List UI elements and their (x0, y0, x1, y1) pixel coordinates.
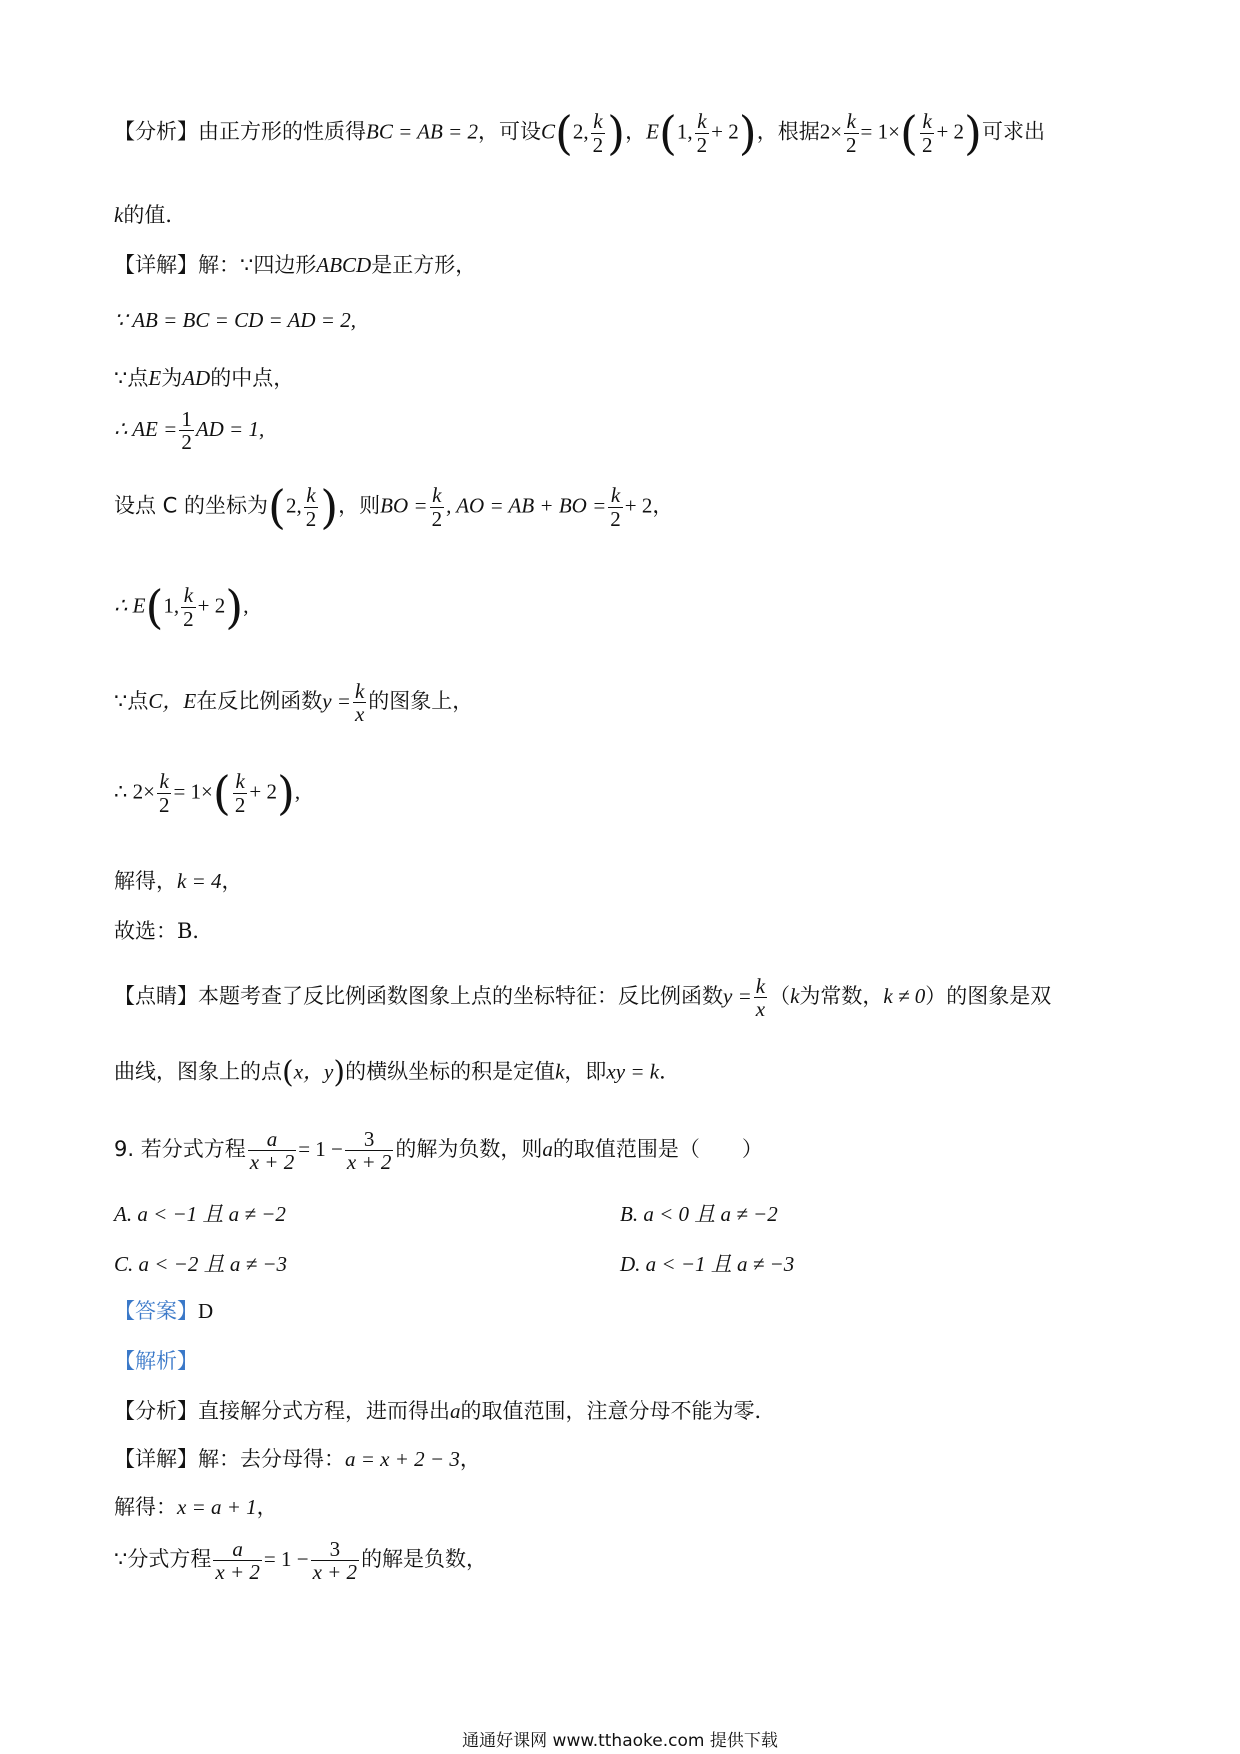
text: 【分析】由正方形的性质得 (114, 119, 366, 144)
math: x，y (293, 1059, 334, 1084)
fraction (304, 484, 319, 529)
math: + 2 (249, 779, 277, 804)
paren: ) (607, 106, 626, 160)
den: 2 (305, 506, 317, 531)
text: 的图象上， (368, 689, 474, 714)
math: a (450, 1399, 461, 1423)
paren: ( (554, 106, 573, 160)
den: x + 2 (249, 1150, 295, 1175)
fraction (353, 680, 366, 725)
text: 解得： (114, 1495, 177, 1519)
math: x = a + 1 (177, 1495, 257, 1519)
detail-line-1 (114, 252, 476, 279)
math: E (646, 119, 659, 144)
fraction (345, 1128, 394, 1173)
num: k (695, 110, 710, 133)
math: k = 4 (177, 869, 222, 893)
math: = 1 − (298, 1137, 343, 1162)
den: 2 (846, 132, 857, 157)
math: 2× (819, 119, 843, 144)
den: 2 (431, 506, 443, 531)
math: + 2 (711, 119, 739, 144)
paren: ( (145, 580, 164, 634)
paren: ) (225, 580, 244, 634)
text: ∵点 (114, 366, 149, 390)
text: 的解是负数， (361, 1547, 488, 1572)
fraction (844, 110, 859, 155)
text: 为 (161, 366, 183, 390)
fraction (608, 484, 623, 529)
text: 设点 C 的坐标为 (114, 493, 269, 518)
paren: ( (282, 1055, 294, 1090)
math: , (243, 593, 249, 618)
text: 9. 若分式方程 (114, 1137, 246, 1162)
text: ， (221, 869, 243, 893)
math: BC = AB = 2 (366, 119, 478, 144)
paren: ( (658, 106, 677, 160)
detail-line-4 (114, 408, 264, 453)
option-a: A. a < −1 且 a ≠ −2 (114, 1202, 286, 1226)
text: 解得， (114, 869, 177, 893)
detail-q9-1 (114, 1446, 481, 1473)
math: xy = k (606, 1059, 660, 1084)
fraction (311, 1538, 360, 1583)
text: 【详解】解：去分母得： (114, 1447, 345, 1471)
detail-line-3 (114, 365, 294, 392)
math: ∴ E (114, 593, 146, 618)
question-9 (114, 1128, 763, 1173)
option-b: B. a < 0 且 a ≠ −2 (620, 1202, 778, 1226)
num: k (157, 770, 172, 793)
detail-line-2: ∵ AB = BC = CD = AD = 2, (114, 308, 356, 332)
text: 的中点， (210, 366, 295, 390)
text: ， (256, 1495, 278, 1519)
paren: ) (320, 480, 339, 534)
detail-line-5 (114, 480, 674, 534)
paren: ) (964, 106, 982, 160)
math: = 1× (860, 119, 900, 144)
math: C (540, 119, 555, 144)
fraction (181, 584, 196, 629)
text: 在反比例函数 (196, 689, 323, 714)
fraction (248, 1128, 297, 1173)
fraction (754, 975, 767, 1020)
detail-line-9 (114, 868, 243, 895)
text: ， (652, 493, 674, 518)
text: ）的图象是双 (925, 984, 1052, 1009)
math: C，E (148, 689, 197, 714)
num: a (248, 1128, 297, 1151)
math: ∴ 2× (114, 779, 155, 804)
fraction (430, 484, 445, 529)
explanation-tag: 【解析】 (114, 1349, 198, 1373)
text: 为常数， (799, 984, 884, 1009)
math: y = (322, 689, 351, 714)
paren: ) (738, 106, 757, 160)
num: k (591, 110, 606, 133)
text: ∵点 (114, 689, 149, 714)
den: 2 (158, 792, 170, 817)
num: 3 (311, 1538, 360, 1561)
fraction (179, 408, 194, 453)
num: a (213, 1538, 262, 1561)
text: 曲线，图象上的点 (114, 1059, 282, 1084)
footer-watermark: 通通好课网 www.tthaoke.com 提供下载 (462, 1731, 778, 1751)
fraction (157, 770, 172, 815)
paren: ) (333, 1055, 346, 1090)
num: k (233, 770, 248, 793)
text: ， (459, 1447, 481, 1471)
math: 1, (163, 593, 180, 618)
num: k (354, 679, 365, 703)
text: （ (769, 984, 791, 1009)
fraction (233, 770, 248, 815)
analysis-line-1 (114, 106, 1045, 160)
den: x + 2 (346, 1150, 392, 1175)
text: ，即 (564, 1059, 607, 1084)
detail-line-6 (114, 580, 249, 634)
math: k (790, 984, 800, 1009)
den: 2 (610, 506, 621, 531)
detail-q9-3 (114, 1538, 487, 1583)
text: ∵分式方程 (114, 1547, 212, 1572)
num: k (844, 110, 859, 133)
math: k ≠ 0 (883, 984, 926, 1009)
paren: ( (268, 480, 286, 534)
comment-line-2 (114, 1055, 681, 1090)
num: 3 (345, 1128, 394, 1151)
den: 2 (181, 430, 192, 455)
fraction (213, 1538, 262, 1583)
text: 【详解】解：∵四边形 (114, 253, 317, 277)
text: ，根据 (756, 119, 820, 144)
paren: ( (899, 106, 918, 160)
math: a (542, 1137, 553, 1162)
den: 2 (921, 132, 933, 157)
detail-line-7 (114, 680, 473, 725)
text: 的解为负数，则 (395, 1137, 543, 1162)
num: k (304, 484, 319, 507)
num: k (920, 110, 935, 133)
analysis-q9 (114, 1398, 776, 1425)
text: 的横纵坐标的积是定值 (345, 1059, 556, 1084)
math: ∴ AE = (114, 417, 178, 442)
math: k (555, 1059, 565, 1084)
num: k (181, 584, 196, 607)
den: 2 (592, 132, 604, 157)
answer: D (198, 1299, 214, 1323)
paren: ( (212, 766, 231, 820)
math: + 2 (197, 593, 226, 618)
text: 是正方形， (371, 253, 477, 277)
math: = 1 − (263, 1547, 309, 1572)
math: 2, (572, 119, 589, 144)
math: y = (723, 984, 752, 1009)
text: ，则 (338, 493, 381, 518)
den: 2 (696, 132, 708, 157)
math: a = x + 2 − 3 (345, 1447, 460, 1471)
text: 的值． (123, 203, 187, 227)
answer-line (114, 1298, 213, 1325)
math: = 1× (173, 779, 213, 804)
fraction (591, 110, 606, 155)
option-d: D. a < −1 且 a ≠ −3 (620, 1252, 795, 1276)
math: k (114, 203, 124, 227)
den: 2 (183, 606, 194, 631)
fraction (920, 110, 935, 155)
den: 2 (234, 792, 246, 817)
math: AD (182, 366, 211, 390)
comment-line-1 (114, 975, 1051, 1020)
math: + 2 (936, 119, 965, 144)
num: k (608, 484, 623, 507)
text: 的取值范围是（ ） (552, 1137, 763, 1162)
fraction (695, 110, 710, 155)
text: ， (625, 119, 647, 144)
text: 的取值范围，注意分母不能为零． (460, 1399, 776, 1423)
math: BO = (380, 493, 428, 518)
text: ，可设 (477, 119, 541, 144)
text: 【分析】直接解分式方程，进而得出 (114, 1399, 450, 1423)
math: 2, (285, 493, 302, 518)
num: 1 (181, 407, 192, 431)
text: 【点睛】本题考查了反比例函数图象上点的坐标特征：反比例函数 (114, 984, 723, 1009)
analysis-line-2 (114, 202, 186, 229)
math: , AO = AB + BO = (446, 493, 607, 518)
den: x (354, 702, 365, 727)
option-c: C. a < −2 且 a ≠ −3 (114, 1252, 288, 1276)
num: k (430, 484, 445, 507)
math: AD = 1, (195, 417, 265, 442)
den: x + 2 (312, 1560, 358, 1585)
math: 1, (676, 119, 693, 144)
text: ． (659, 1059, 681, 1084)
den: x (755, 997, 766, 1022)
detail-q9-2 (114, 1494, 278, 1521)
num: k (755, 974, 766, 998)
paren: ) (276, 766, 295, 820)
text: 可求出 (981, 119, 1045, 144)
detail-line-10: 故选：B． (114, 919, 214, 943)
detail-line-8 (114, 766, 301, 820)
math: , (294, 779, 301, 804)
math: + 2 (624, 493, 653, 518)
answer-tag: 【答案】 (114, 1299, 198, 1323)
den: x + 2 (215, 1560, 260, 1585)
math: E (148, 366, 162, 390)
math: ABCD (316, 253, 372, 277)
